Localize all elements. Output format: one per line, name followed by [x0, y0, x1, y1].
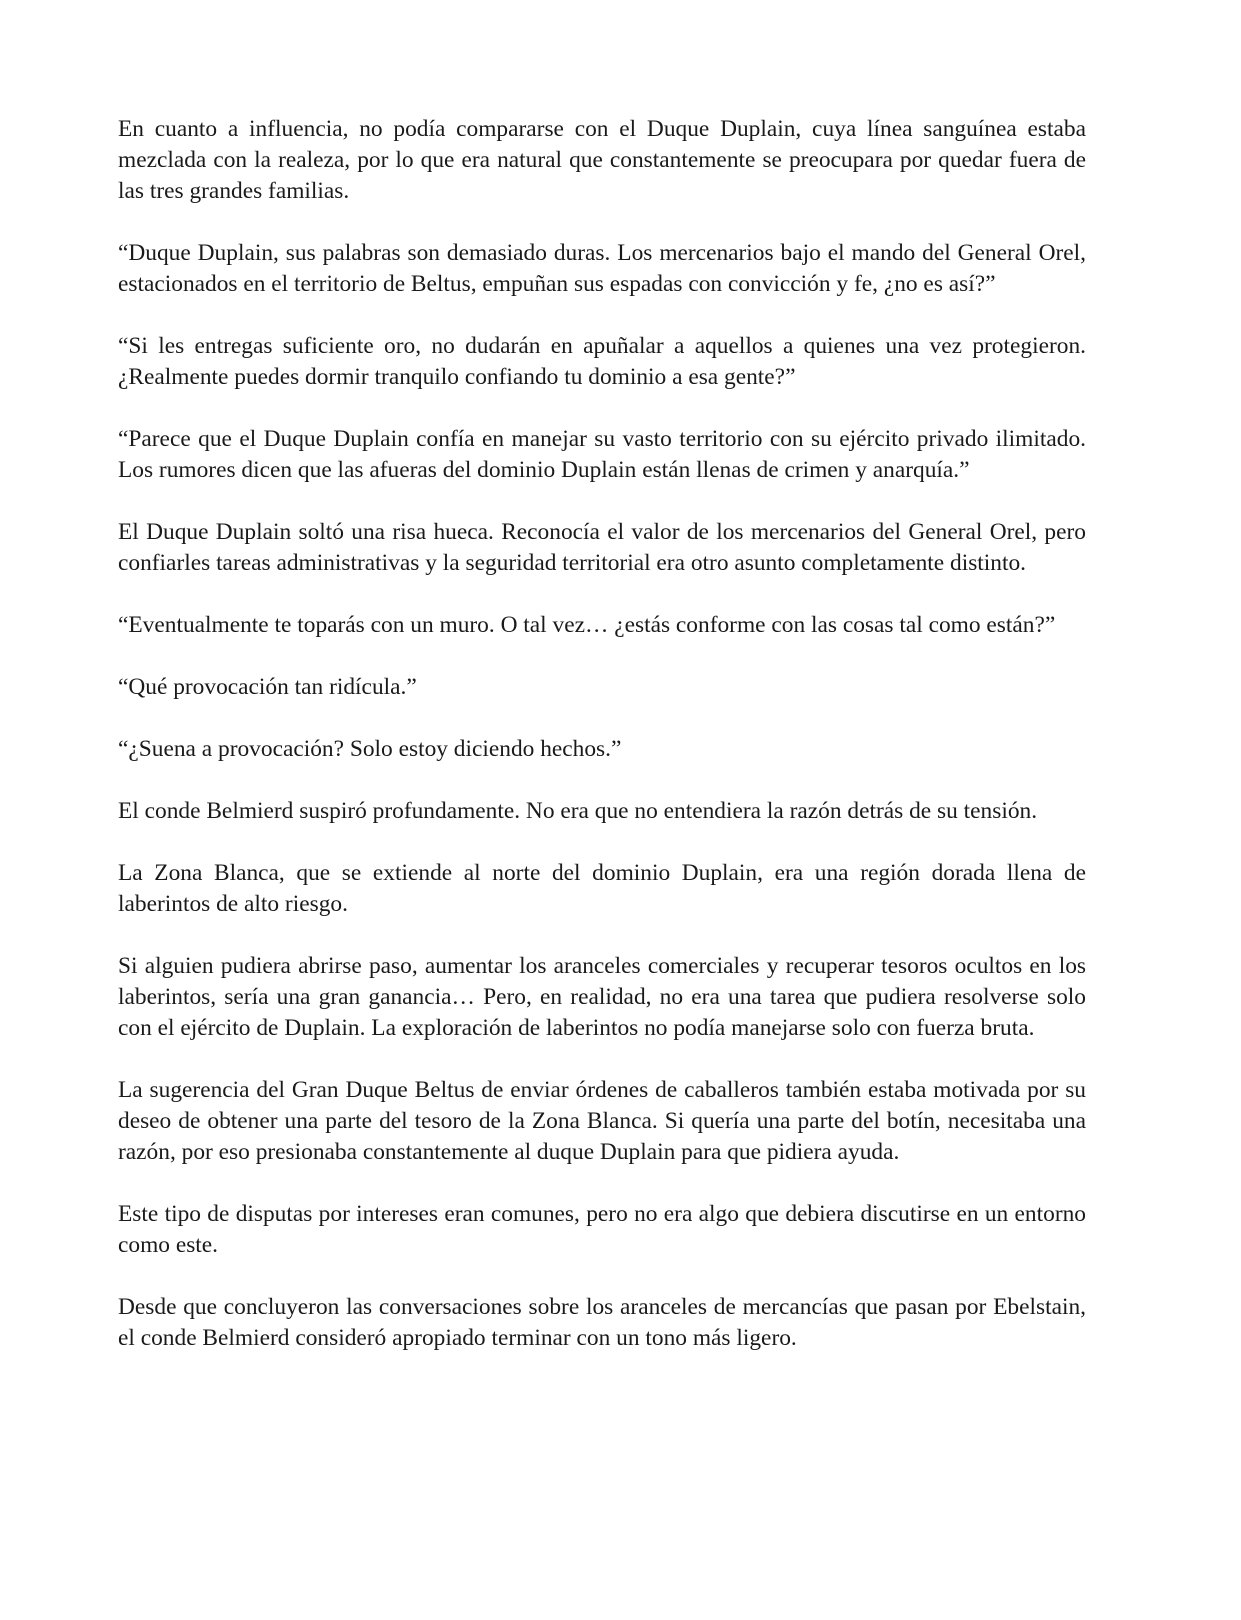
- paragraph-12: La sugerencia del Gran Duque Beltus de enviar órdenes de caballeros también estaba motivada por su deseo de obtener una parte del tesoro de la Zona Blanca. Si quería una parte del botín, necesitaba una razón, por eso presionaba constantemente al duque Duplain para que pidiera ayuda.: [118, 1077, 1086, 1165]
- paragraph-3: “Si les entregas suficiente oro, no dudarán en apuñalar a aquellos a quienes una vez protegieron. ¿Realmente puedes dormir tranquilo confiando tu dominio a esa gente?”: [118, 333, 1086, 390]
- paragraph-8: “¿Suena a provocación? Solo estoy diciendo hechos.”: [118, 736, 622, 762]
- paragraph-5: El Duque Duplain soltó una risa hueca. Reconocía el valor de los mercenarios del General Orel, pero confiarles tareas administrativas y la seguridad territorial era otro asunto completamente distinto.: [118, 519, 1086, 576]
- paragraph-11: Si alguien pudiera abrirse paso, aumentar los aranceles comerciales y recuperar tesoros ocultos en los laberintos, sería una gran ganancia… Pero, en realidad, no era una tarea que pudiera resolverse solo con el ejército de Duplain. La exploración de laberintos no podía manejarse solo con fuerza bruta.: [118, 953, 1086, 1041]
- document-page: [118, 114, 1086, 1354]
- paragraph-9: El conde Belmierd suspiró profundamente. No era que no entendiera la razón detrás de su tensión.: [118, 798, 1038, 824]
- paragraph-6: “Eventualmente te toparás con un muro. O tal vez… ¿estás conforme con las cosas tal como están?”: [118, 612, 1056, 638]
- paragraph-10: La Zona Blanca, que se extiende al norte del dominio Duplain, era una región dorada llena de laberintos de alto riesgo.: [118, 860, 1086, 917]
- paragraph-7: “Qué provocación tan ridícula.”: [118, 674, 417, 700]
- paragraph-14: Desde que concluyeron las conversaciones sobre los aranceles de mercancías que pasan por Ebelstain, el conde Belmierd consideró apropiado terminar con un tono más ligero.: [118, 1294, 1086, 1351]
- paragraph-4: “Parece que el Duque Duplain confía en manejar su vasto territorio con su ejército privado ilimitado. Los rumores dicen que las afueras del dominio Duplain están llenas de crimen y anarquía.”: [118, 426, 1086, 483]
- paragraph-1: En cuanto a influencia, no podía compararse con el Duque Duplain, cuya línea sanguínea estaba mezclada con la realeza, por lo que era natural que constantemente se preocupara por quedar fuera de las tres grandes familias.: [118, 116, 1086, 204]
- paragraph-13: Este tipo de disputas por intereses eran comunes, pero no era algo que debiera discutirse en un entorno como este.: [118, 1201, 1086, 1258]
- paragraph-2: “Duque Duplain, sus palabras son demasiado duras. Los mercenarios bajo el mando del General Orel, estacionados en el territorio de Beltus, empuñan sus espadas con convicción y fe, ¿no es así?”: [118, 240, 1086, 297]
